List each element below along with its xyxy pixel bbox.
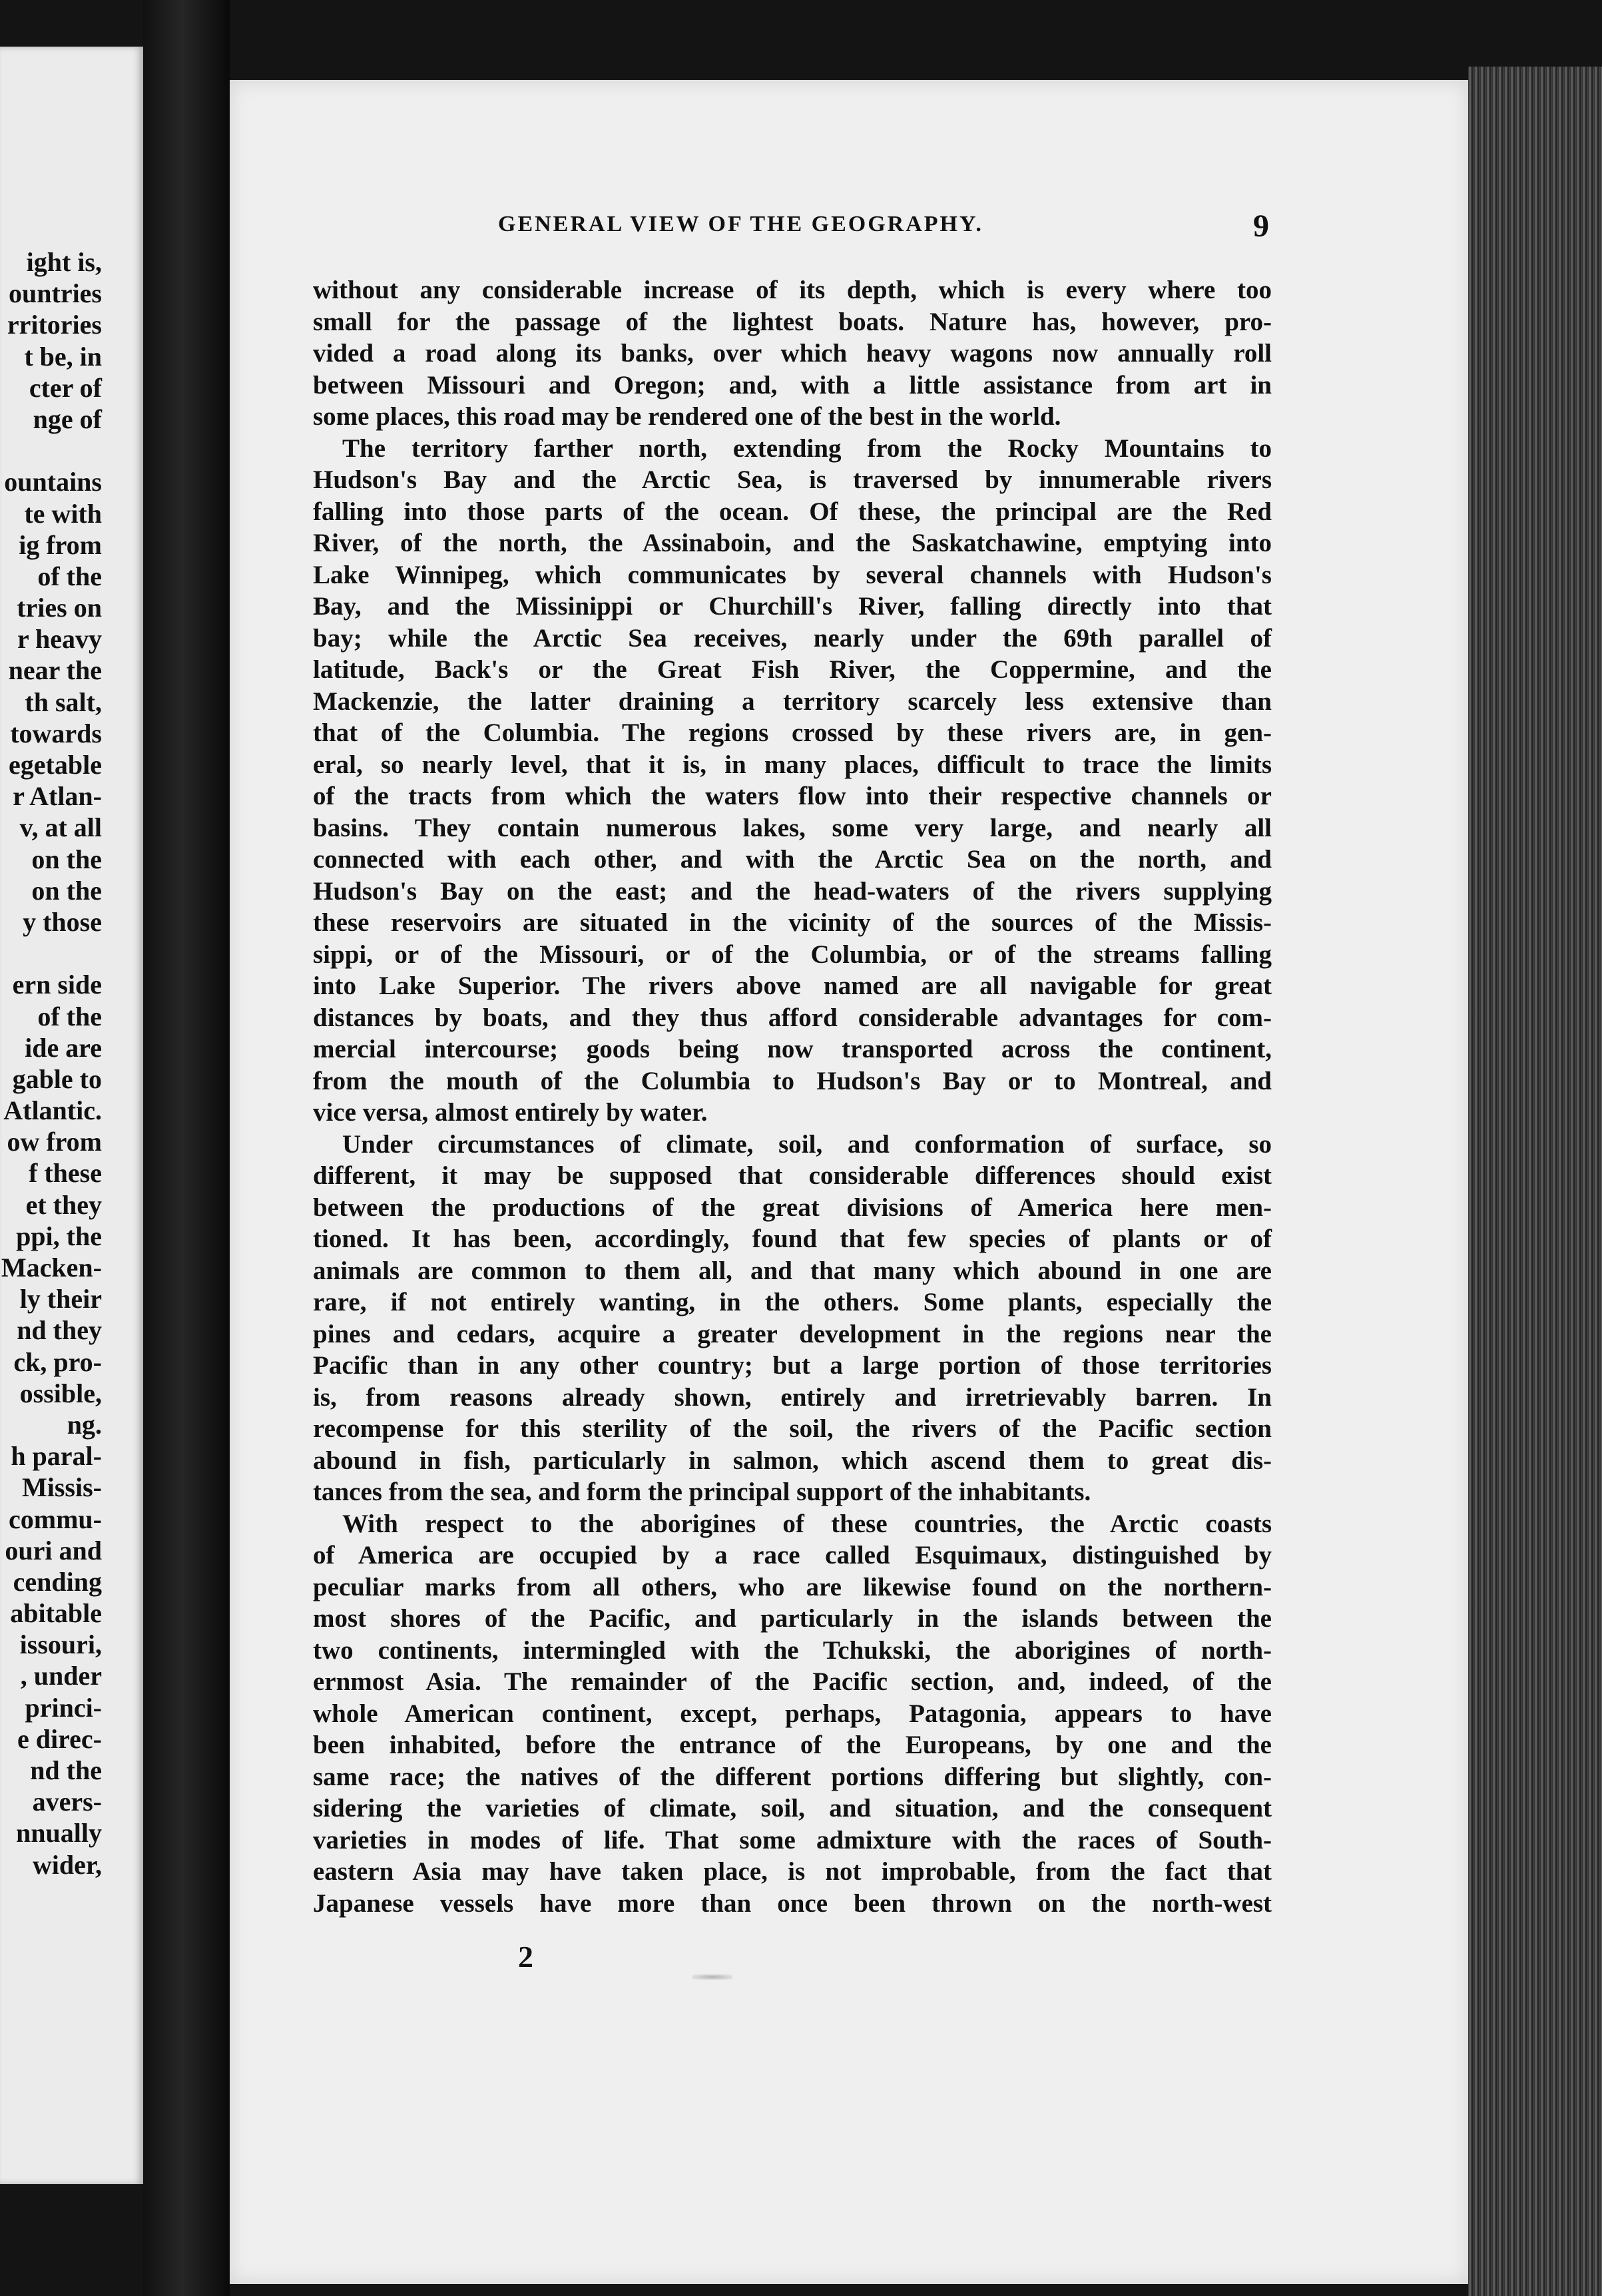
facing-page-line bbox=[0, 435, 102, 466]
body-line: With respect to the aborigines of these countries, the Arctic coasts bbox=[342, 1509, 1272, 1538]
page-number: 9 bbox=[1253, 208, 1269, 244]
body-line: tioned. It has been, accordingly, found that few species of plants or of bbox=[313, 1225, 1272, 1253]
body-text bbox=[313, 274, 1272, 1919]
body-line: Hudson's Bay on the east; and the head-waters of the rivers supplying bbox=[313, 876, 1272, 906]
body-line: Lake Winnipeg, which communicates by several channels with Hudson's bbox=[313, 560, 1272, 589]
facing-page-line: of the bbox=[37, 561, 102, 591]
body-line: tances from the sea, and form the principal support of the inhabitants. bbox=[313, 1478, 1091, 1506]
body-line: is, from reasons already shown, entirely and irretrievably barren. In bbox=[313, 1382, 1272, 1412]
body-line: mercial intercourse; goods being now transported across the continent, bbox=[313, 1035, 1272, 1063]
body-line: Japanese vessels have more than once been thrown on the north-west bbox=[313, 1888, 1272, 1918]
body-line: Hudson's Bay and the Arctic Sea, is traversed by innumerable rivers bbox=[313, 465, 1272, 494]
facing-page-line: ly their bbox=[19, 1284, 102, 1314]
body-line: Under circumstances of climate, soil, and conformation of surface, so bbox=[342, 1129, 1272, 1159]
facing-page-line: et they bbox=[25, 1189, 102, 1220]
body-line: of the tracts from which the waters flow into their respective channels or bbox=[313, 782, 1272, 810]
facing-page-line: nd the bbox=[30, 1755, 102, 1785]
facing-page-line: ow from bbox=[7, 1127, 102, 1157]
body-line: The territory farther north, extending from the Rocky Mountains to bbox=[342, 433, 1272, 463]
body-line: two continents, intermingled with the Tchukski, the aborigines of north- bbox=[313, 1635, 1272, 1665]
facing-page-line: ng. bbox=[67, 1409, 102, 1440]
facing-page-line: egetable bbox=[9, 750, 102, 780]
facing-page-line: of the bbox=[37, 1001, 102, 1031]
body-line: different, it may be supposed that considerable differences should exist bbox=[313, 1161, 1272, 1190]
body-line: eral, so nearly level, that it is, in many places, difficult to trace the limits bbox=[313, 750, 1272, 779]
facing-page-line: , under bbox=[20, 1661, 102, 1691]
facing-page-line: t be, in bbox=[24, 341, 102, 372]
facing-page-line: r heavy bbox=[17, 624, 102, 655]
facing-page-line: r Atlan- bbox=[13, 781, 102, 812]
body-line: connected with each other, and with the Arctic Sea on the north, and bbox=[313, 845, 1272, 874]
facing-page-line: h paral- bbox=[11, 1441, 102, 1472]
body-line: bay; while the Arctic Sea receives, nearly under the 69th parallel of bbox=[313, 623, 1272, 653]
body-line: most shores of the Pacific, and particularly in the islands between the bbox=[313, 1604, 1272, 1633]
body-line: River, of the north, the Assinaboin, and the Saskatchawine, emptying into bbox=[313, 529, 1272, 557]
body-line: distances by boats, and they thus afford considerable advantages for com- bbox=[313, 1003, 1272, 1032]
facing-page-line: Atlantic. bbox=[3, 1095, 102, 1126]
facing-page-line: wider, bbox=[32, 1849, 102, 1880]
facing-page-line: ountries bbox=[9, 278, 102, 309]
body-line: that of the Columbia. The regions crossed by these rivers are, in gen- bbox=[313, 718, 1272, 747]
facing-page-line: nge of bbox=[33, 404, 102, 434]
body-line: recompense for this sterility of the soil, the rivers of the Pacific section bbox=[313, 1414, 1272, 1443]
facing-page-line: towards bbox=[10, 718, 102, 748]
facing-page-line: ern side bbox=[12, 970, 102, 1000]
body-line: Pacific than in any other country; but a large portion of those territories bbox=[313, 1351, 1272, 1380]
body-line: vided a road along its banks, over which heavy wagons now annually roll bbox=[313, 339, 1272, 368]
facing-page-line: Macken- bbox=[1, 1253, 102, 1283]
body-line: falling into those parts of the ocean. Of these, the principal are the Red bbox=[313, 497, 1272, 526]
body-line: animals are common to them all, and that many which abound in one are bbox=[313, 1256, 1272, 1285]
facing-page-line: e direc- bbox=[17, 1723, 102, 1754]
facing-page-line: ck, pro- bbox=[13, 1346, 102, 1377]
facing-page-line: ossible, bbox=[19, 1378, 102, 1408]
facing-page-line: gable to bbox=[12, 1063, 102, 1094]
facing-page-line: princi- bbox=[25, 1692, 102, 1723]
facing-page-line: ouri and bbox=[5, 1535, 102, 1566]
body-line: ernmost Asia. The remainder of the Pacific section, and, indeed, of the bbox=[313, 1667, 1272, 1696]
body-line: latitude, Back's or the Great Fish River, the Coppermine, and the bbox=[313, 655, 1272, 684]
facing-page-line bbox=[0, 938, 102, 969]
facing-page-fragment bbox=[0, 47, 143, 2184]
facing-page-line: tries on bbox=[17, 593, 102, 623]
facing-page-line: nd they bbox=[17, 1315, 102, 1346]
signature-mark: 2 bbox=[518, 1940, 533, 1974]
body-line: Mackenzie, the latter draining a territory scarcely less extensive than bbox=[313, 687, 1272, 716]
book-gutter bbox=[143, 0, 230, 2296]
body-line: between the productions of the great divisions of America here men- bbox=[313, 1193, 1272, 1222]
body-line: rare, if not entirely wanting, in the others. Some plants, especially the bbox=[313, 1288, 1272, 1316]
facing-page-line: cter of bbox=[29, 372, 102, 403]
ink-smudge bbox=[692, 1974, 732, 1980]
body-line: some places, this road may be rendered one of the best in the world. bbox=[313, 402, 1061, 431]
facing-page-line: on the bbox=[31, 844, 102, 874]
facing-page-line: commu- bbox=[9, 1504, 102, 1534]
facing-page-line: te with bbox=[24, 498, 102, 529]
facing-page-line: on the bbox=[31, 875, 102, 906]
body-line: these reservoirs are situated in the vicinity of the sources of the Missis- bbox=[313, 908, 1272, 937]
facing-page-text bbox=[0, 246, 102, 1880]
body-line: of America are occupied by a race called Esquimaux, distinguished by bbox=[313, 1541, 1272, 1570]
running-head: GENERAL VIEW OF THE GEOGRAPHY. bbox=[498, 212, 983, 236]
facing-page-line: ountains bbox=[4, 467, 102, 497]
facing-page-line: cending bbox=[13, 1566, 102, 1597]
body-line: between Missouri and Oregon; and, with a little assistance from art in bbox=[313, 370, 1272, 400]
page-edges bbox=[1468, 67, 1602, 2296]
body-line: abound in fish, particularly in salmon, which ascend them to great dis- bbox=[313, 1446, 1272, 1475]
body-line: varieties in modes of life. That some admixture with the races of South- bbox=[313, 1825, 1272, 1855]
facing-page-line: near the bbox=[8, 655, 102, 686]
body-line: whole American continent, except, perhaps, Patagonia, appears to have bbox=[313, 1699, 1272, 1728]
body-line: eastern Asia may have taken place, is not improbable, from the fact that bbox=[313, 1857, 1272, 1886]
body-line: been inhabited, before the entrance of the Europeans, by one and the bbox=[313, 1731, 1272, 1759]
facing-page-line: y those bbox=[23, 906, 102, 937]
facing-page-line: ide are bbox=[25, 1032, 102, 1063]
facing-page-line: ight is, bbox=[26, 247, 102, 277]
body-line: small for the passage of the lightest boats. Nature has, however, pro- bbox=[313, 307, 1272, 336]
facing-page-line: avers- bbox=[32, 1787, 102, 1817]
body-line: sidering the varieties of climate, soil, and situation, and the consequent bbox=[313, 1794, 1272, 1823]
facing-page-line: rritories bbox=[7, 310, 102, 340]
body-line: vice versa, almost entirely by water. bbox=[313, 1098, 708, 1127]
facing-page-line: f these bbox=[29, 1158, 102, 1189]
facing-page-line: nnually bbox=[16, 1818, 102, 1849]
facing-page-line: th salt, bbox=[25, 687, 102, 717]
body-line: into Lake Superior. The rivers above named are all navigable for great bbox=[313, 972, 1272, 1000]
body-line: peculiar marks from all others, who are likewise found on the northern- bbox=[313, 1572, 1272, 1601]
body-line: sippi, or of the Missouri, or of the Columbia, or of the streams falling bbox=[313, 940, 1272, 969]
body-line: basins. They contain numerous lakes, some very large, and nearly all bbox=[313, 813, 1272, 842]
facing-page-line: ig from bbox=[19, 529, 102, 560]
facing-page-line: Missis- bbox=[22, 1472, 102, 1503]
body-line: Bay, and the Missinippi or Churchill's River, falling directly into that bbox=[313, 592, 1272, 621]
facing-page-line: abitable bbox=[10, 1598, 102, 1629]
body-line: same race; the natives of the different portions differing but slightly, con- bbox=[313, 1762, 1272, 1791]
facing-page-line: issouri, bbox=[19, 1629, 102, 1660]
body-line: pines and cedars, acquire a greater development in the regions near the bbox=[313, 1319, 1272, 1348]
facing-page-line: ppi, the bbox=[16, 1221, 102, 1251]
body-line: without any considerable increase of its depth, which is every where too bbox=[313, 276, 1272, 304]
body-line: from the mouth of the Columbia to Hudson's Bay or to Montreal, and bbox=[313, 1066, 1272, 1095]
facing-page-line: v, at all bbox=[19, 812, 102, 843]
